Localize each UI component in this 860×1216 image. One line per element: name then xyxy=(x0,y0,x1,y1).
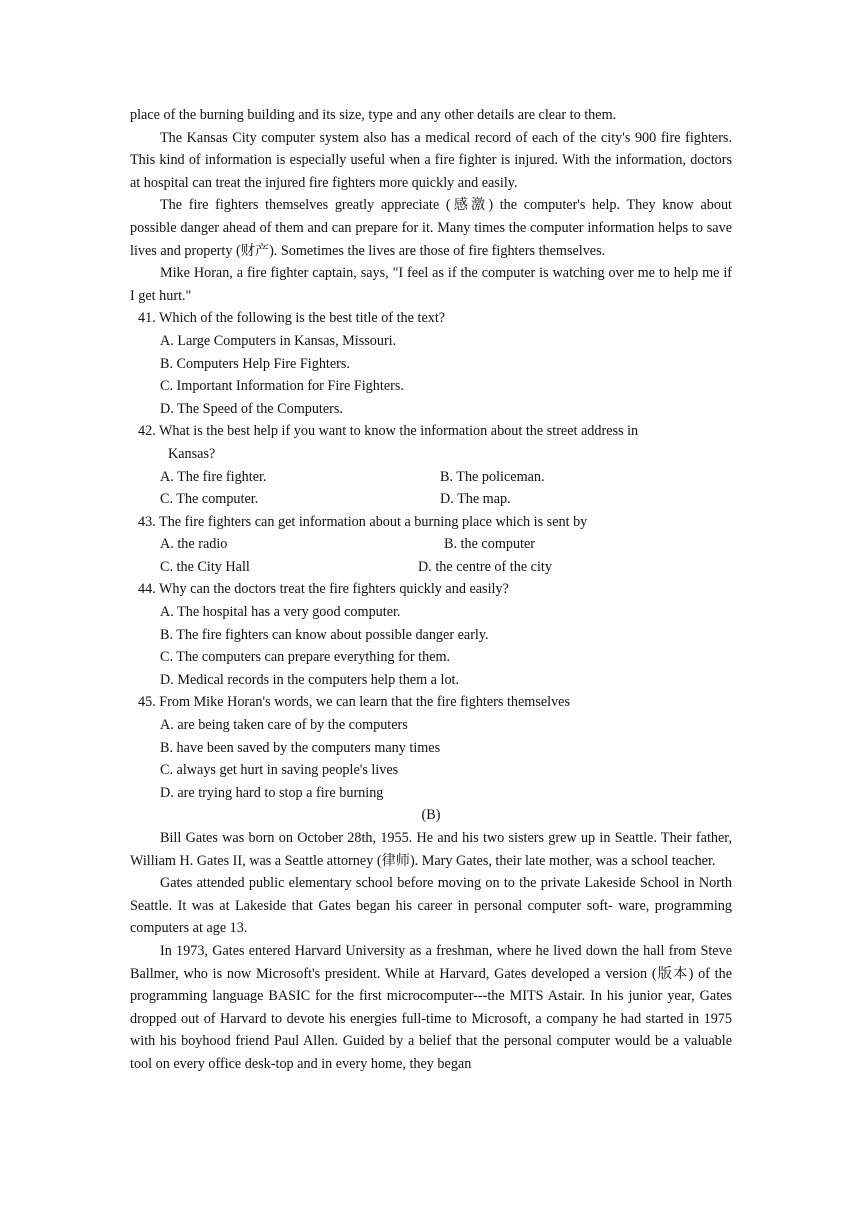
question-stem: 42. What is the best help if you want to know the information about the street address in xyxy=(138,423,639,440)
option-d: D. are trying hard to stop a fire burning xyxy=(160,784,384,801)
question-43 xyxy=(130,511,732,579)
paragraph-continued: place of the burning building and its size, type and any other details are clear to them. xyxy=(130,107,617,123)
options-row-cd xyxy=(130,488,732,511)
question-stem: 44. Why can the doctors treat the fire fighters quickly and easily? xyxy=(138,581,509,598)
paragraph-bill-gates-birth: Bill Gates was born on October 28th, 1955. He and his two sisters grew up in Seattle. Their father, William H. Gates II, was a Seattle attorney (律师). Mary Gates, their late mother, was a school teacher. xyxy=(130,830,732,869)
options-row-ab xyxy=(130,533,732,556)
options-row-cd xyxy=(130,556,732,579)
option-a: A. are being taken care of by the computers xyxy=(160,717,408,734)
option-c: C. the City Hall xyxy=(160,558,250,575)
option-c: C. Important Information for Fire Fighters. xyxy=(160,378,404,395)
option-a: A. the radio xyxy=(160,536,228,553)
paragraph-fire-fighters-appreciate: The fire fighters themselves greatly appreciate (感激) the computer's help. They know about possible danger ahead of them and can prepare for it. Many times the computer information helps to save lives and property (财产). Sometimes the lives are those of fire fighters themselves. xyxy=(130,197,732,259)
option-a: A. Large Computers in Kansas, Missouri. xyxy=(160,332,397,349)
paragraph-bill-gates-harvard: In 1973, Gates entered Harvard University as a freshman, where he lived down the hall from Steve Ballmer, who is now Microsoft's president. While at Harvard, Gates developed a version (版本) of the programming language BASIC for the first microcomputer---the MITS Astair. In his junior year, Gates dropped out of Harvard to devote his energies full-time to Microsoft, a company he had started in 1975 with his boyhood friend Paul Allen. Guided by a belief that the personal computer would be a valuable tool on every office desk-top and in every home, they began xyxy=(130,942,732,1072)
option-d: D. The Speed of the Computers. xyxy=(160,400,343,417)
option-b: B. have been saved by the computers many times xyxy=(160,739,441,756)
paragraph-medical-records: The Kansas City computer system also has a medical record of each of the city's 900 fire fighters. This kind of information is especially useful when a fire fighter is injured. With the information, doctors at hospital can treat the injured fire fighters more quickly and easily. xyxy=(130,129,732,191)
question-45 xyxy=(130,691,732,804)
options-row-ab xyxy=(130,466,732,489)
page-content xyxy=(130,104,732,1076)
option-a: A. The fire fighter. xyxy=(160,468,267,485)
question-stem: 43. The fire fighters can get information about a burning place which is sent by xyxy=(138,513,588,530)
option-b: B. the computer xyxy=(444,536,536,553)
option-b: B. Computers Help Fire Fighters. xyxy=(160,355,350,372)
paragraph-mike-horan-quote: Mike Horan, a fire fighter captain, says, "I feel as if the computer is watching over me to help me if I get hurt." xyxy=(130,265,732,304)
question-stem-continued: Kansas? xyxy=(168,445,216,462)
question-44 xyxy=(130,578,732,691)
option-b: B. The fire fighters can know about possible danger early. xyxy=(160,626,489,643)
option-c: C. The computer. xyxy=(160,491,259,508)
option-d: D. Medical records in the computers help them a lot. xyxy=(160,671,460,688)
question-stem: 45. From Mike Horan's words, we can learn that the fire fighters themselves xyxy=(138,694,571,711)
question-42 xyxy=(130,420,732,510)
option-c: C. always get hurt in saving people's lives xyxy=(160,762,399,779)
question-41 xyxy=(130,307,732,420)
option-d: D. the centre of the city xyxy=(418,558,552,575)
question-stem: 41. Which of the following is the best title of the text? xyxy=(138,310,446,327)
option-a: A. The hospital has a very good computer. xyxy=(160,604,401,621)
option-c: C. The computers can prepare everything for them. xyxy=(160,649,451,666)
paragraph-bill-gates-school: Gates attended public elementary school before moving on to the private Lakeside School in North Seattle. It was at Lakeside that Gates began his career in personal computer soft- ware, programming computers at age 13. xyxy=(130,875,732,937)
section-b-title: (B) xyxy=(421,807,441,824)
option-d: D. The map. xyxy=(440,491,511,508)
option-b: B. The policeman. xyxy=(440,468,545,485)
